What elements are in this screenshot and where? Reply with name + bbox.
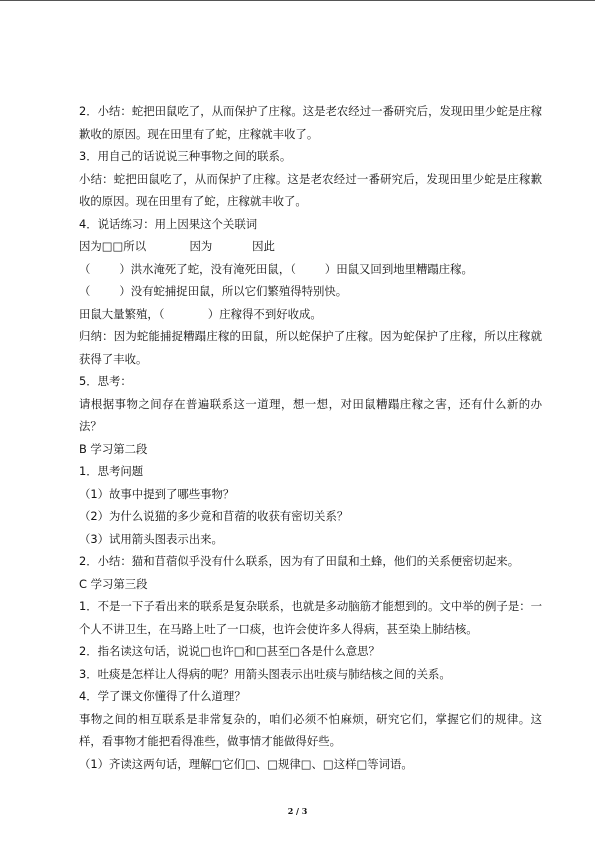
section-heading: C 学习第三段 — [79, 576, 148, 591]
paragraph: 小结：蛇把田鼠吃了，从而保护了庄稼。这是老农经过一番研究后，发现田里少蛇是庄稼歉收的原因。现在田里有了蛇，庄稼就丰收了。 — [79, 171, 542, 208]
paragraph: 归纳：因为蛇能捕捉糟蹋庄稼的田鼠，所以蛇保护了庄稼。因为蛇保护了庄稼，所以庄稼就获得了丰收。 — [79, 329, 542, 366]
paragraph: （ ）洪水淹死了蛇，没有淹死田鼠，（ ）田鼠又回到地里糟蹋庄稼。 — [79, 261, 473, 276]
paragraph: 田鼠大量繁殖，（ ）庄稼得不到好收成。 — [79, 306, 322, 321]
paragraph: （ ）没有蛇捕捉田鼠，所以它们繁殖得特别快。 — [79, 284, 348, 298]
paragraph: 1．思考问题 — [79, 464, 144, 478]
section-heading: B 学习第二段 — [79, 441, 148, 456]
paragraph: （2）为什么说猫的多少竟和苜蓿的收获有密切关系？ — [79, 509, 349, 523]
paragraph: 3．吐痰是怎样让人得病的呢？用箭头图表示出吐痰与肺结核之间的关系。 — [79, 666, 451, 681]
header-rule — [0, 0, 595, 1]
paragraph: 请根据事物之间存在普遍联系这一道理，想一想，对田鼠糟蹋庄稼之害，还有什么新的办法？ — [79, 396, 542, 433]
paragraph: 3．用自己的话说说三种事物之间的联系。 — [79, 149, 292, 163]
paragraph: 5．思考： — [79, 374, 132, 388]
paragraph: （1）齐读这两句话，理解□它们□、□规律□、□这样□等词语。 — [79, 756, 413, 771]
paragraph: 2．指名读这句话，说说□也许□和□甚至□各是什么意思？ — [79, 644, 380, 658]
paragraph: （1）故事中提到了哪些事物？ — [79, 486, 235, 501]
paragraph: 事物之间的相互联系是非常复杂的，咱们必须不怕麻烦，研究它们，掌握它们的规律。这样，看事物才能把看得准些，做事情才能做得好些。 — [79, 711, 542, 748]
paragraph: （3）试用箭头图表示出来。 — [79, 531, 223, 546]
paragraph: 4．学了课文你懂得了什么道理？ — [79, 689, 246, 703]
document-body — [57, 100, 542, 775]
page-number: 2 / 3 — [287, 806, 308, 816]
paragraph: 1．不是一下子看出来的联系是复杂联系，也就是多动脑筋才能想到的。文中举的例子是：一个人不讲卫生，在马路上吐了一口痰，也许会使许多人得病，甚至染上肺结核。 — [79, 599, 542, 636]
paragraph: 4．说话练习：用上因果这个关联词 — [79, 216, 258, 231]
paragraph: 2．小结：猫和苜蓿似乎没有什么联系，因为有了田鼠和土蜂，他们的关系便密切起来。 — [79, 554, 520, 568]
paragraph: 2．小结：蛇把田鼠吃了，从而保护了庄稼。这是老农经过一番研究后，发现田里少蛇是庄稼歉收的原因。现在田里有了蛇，庄稼就丰收了。 — [79, 104, 542, 141]
paragraph: 因为□□所以 因为 因此 — [79, 239, 275, 253]
